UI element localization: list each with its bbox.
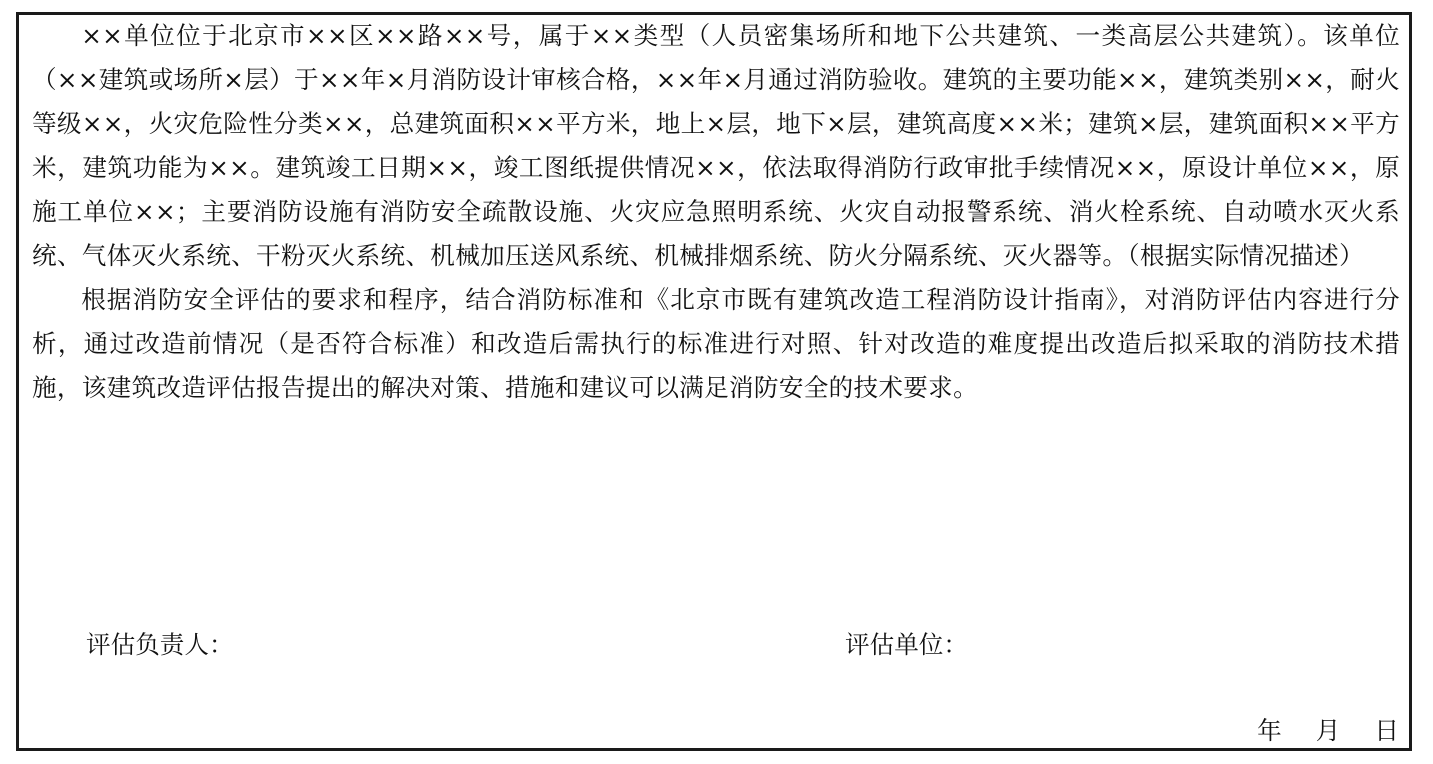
document-body: [32, 14, 1400, 410]
building-description-paragraph: ××单位位于北京市××区××路××号，属于××类型（人员密集场所和地下公共建筑、一类高层公共建筑）。该单位（××建筑或场所×层）于××年×月消防设计审核合格，××年×月通过消防验收。建筑的主要功能××，建筑类别××，耐火等级××，火灾危险性分类××，总建筑面积××平方米，地上×层，地下×层，建筑高度××米；建筑×层，建筑面积××平方米，建筑功能为××。建筑竣工日期××，竣工图纸提供情况××，依法取得消防行政审批手续情况××，原设计单位××，原施工单位××；主要消防设施有消防安全疏散设施、火灾应急照明系统、火灾自动报警系统、消火栓系统、自动喷水灭火系统、气体灭火系统、干粉灭火系统、机械加压送风系统、机械排烟系统、防火分隔系统、灭火器等。（根据实际情况描述）: [32, 21, 1400, 270]
date-month: 月: [1315, 716, 1341, 745]
date-day: 日: [1374, 716, 1399, 745]
date-line: [1257, 709, 1399, 753]
date-year: 年: [1257, 716, 1282, 745]
assessment-unit-label: 评估单位：: [845, 630, 968, 659]
assessment-conclusion-paragraph: 根据消防安全评估的要求和程序，结合消防标准和《北京市既有建筑改造工程消防设计指南》，对消防评估内容进行分析，通过改造前情况（是否符合标准）和改造后需执行的标准进行对照、针对改造的难度提出改造后拟采取的消防技术措施，该建筑改造评估报告提出的解决对策、措施和建议可以满足消防安全的技术要求。: [32, 285, 1400, 402]
assessor-in-charge-label: 评估负责人：: [86, 630, 234, 659]
